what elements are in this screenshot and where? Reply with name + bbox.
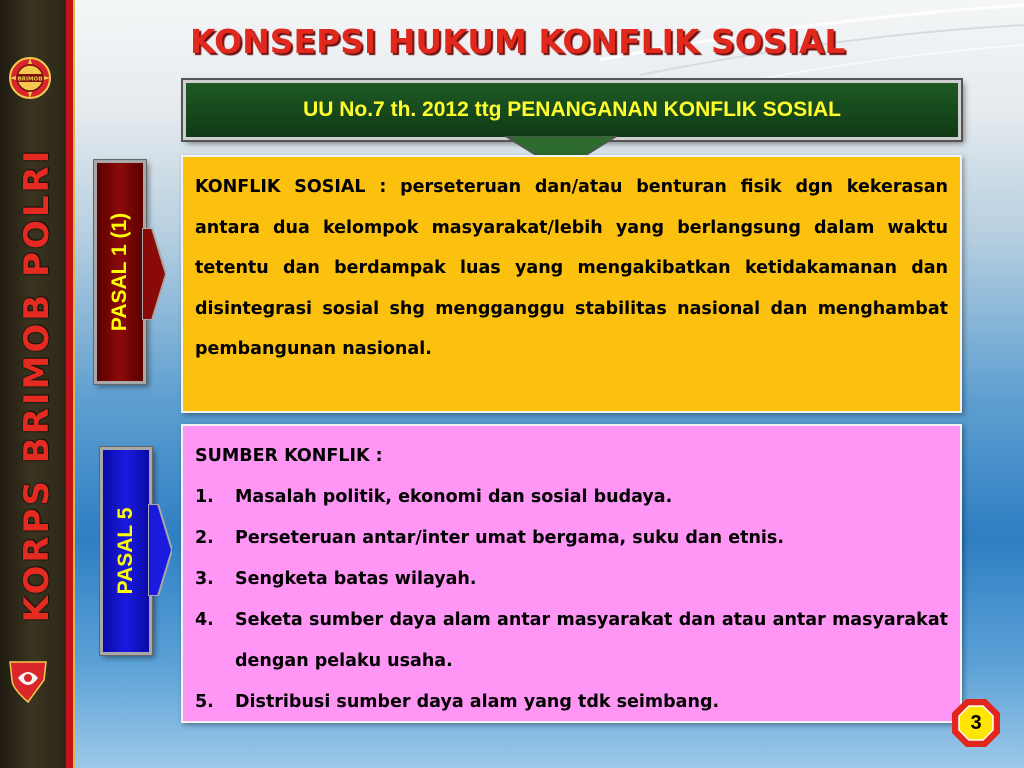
law-banner-text: UU No.7 th. 2012 ttg PENANGANAN KONFLIK SOSIAL <box>303 98 841 121</box>
list-item-text: Perseteruan antar/inter umat bergama, suku dan etnis. <box>235 528 784 548</box>
police-badge-icon <box>4 658 52 704</box>
list-item <box>195 682 948 723</box>
sources-heading: SUMBER KONFLIK : <box>195 446 383 466</box>
emblem-label: BRIMOB <box>17 76 43 83</box>
list-item <box>195 477 948 518</box>
law-banner <box>183 80 961 140</box>
list-item-number: 4. <box>195 610 214 630</box>
page-title: KONSEPSI HUKUM KONFLIK SOSIAL <box>190 22 846 61</box>
sidebar-vertical-text: KORPS BRIMOB POLRI <box>17 147 57 623</box>
pasal-5-label-box <box>100 447 152 655</box>
list-item-text: Sengketa batas wilayah. <box>235 569 477 589</box>
pasal-5-chevron-icon <box>148 504 172 596</box>
list-item-number: 2. <box>195 528 214 548</box>
list-item-text: Distribusi sumber daya alam yang tdk seimbang. <box>235 692 720 712</box>
sources-box <box>181 424 962 723</box>
pasal-1-label: PASAL 1 (1) <box>108 212 131 332</box>
brimob-emblem-icon <box>8 56 52 100</box>
sidebar-red-stripe <box>66 0 73 768</box>
list-item-number: 3. <box>195 569 214 589</box>
list-item <box>195 600 948 682</box>
definition-text: KONFLIK SOSIAL : perseteruan dan/atau benturan fisik dgn kekerasan antara dua kelompok masyarakat/lebih yang berlangsung dalam waktu tetentu dan berdampak luas yang mengakibatkan ketidakamanan dan disintegrasi sosial shg mengganggu stabilitas nasional dan menghambat pembangunan nasional. <box>195 177 948 359</box>
list-item-text: Seketa sumber daya alam antar masyarakat dan atau antar masyarakat dengan pelaku usaha. <box>235 610 948 671</box>
sources-list <box>195 477 948 723</box>
pasal-1-chevron-icon <box>142 228 166 320</box>
list-item-text: Masalah politik, ekonomi dan sosial budaya. <box>235 487 673 507</box>
list-item <box>195 559 948 600</box>
pasal-1-label-box <box>94 160 146 384</box>
pasal-5-label: PASAL 5 <box>114 507 137 595</box>
page-number-badge <box>950 697 1002 749</box>
list-item <box>195 518 948 559</box>
list-item-number: 1. <box>195 487 214 507</box>
list-item-number: 5. <box>195 692 214 712</box>
page-number: 3 <box>970 711 982 734</box>
sidebar-gold-stripe <box>73 0 75 768</box>
definition-box <box>181 155 962 413</box>
